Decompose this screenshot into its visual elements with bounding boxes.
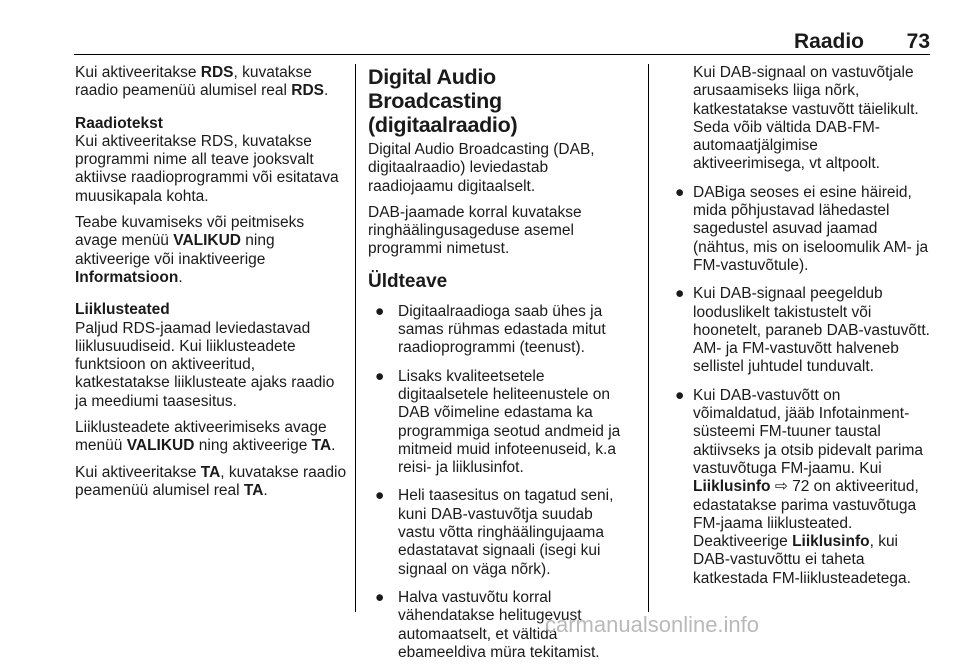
bullet-icon: ●: [375, 487, 385, 505]
traffic-heading: Liiklusteated: [75, 301, 170, 319]
traffic-paragraph-3: Kui aktiveeritakse TA, kuvatakse raadio peamenüü alumisel real TA.: [75, 463, 347, 499]
watermark: carmanualsonline.info: [545, 612, 760, 637]
running-header-section: Raadio: [793, 30, 864, 53]
list-item: ● DABiga seoses ei esine häireid, mida põhjustavad lähedastel sagedustel asuvad jaamad (nähtus, mis on iseloomulik AM- ja FM-vastuvõtule).: [675, 183, 929, 274]
column-1: [75, 64, 350, 508]
page-number: 73: [906, 30, 930, 53]
bullet-icon: ●: [375, 367, 385, 385]
column-3: [673, 64, 931, 598]
bullet-icon: ●: [675, 386, 685, 404]
header-rule: [74, 54, 930, 55]
list-item: ● Halva vastuvõtu korral vähendatakse helitugevust automaatselt, et vältida ebameeldiva müra tekitamist.: [375, 588, 600, 661]
column-2: [368, 64, 634, 672]
dab-paragraph-1: Digital Audio Broadcasting (DAB, digitaalraadio) leviedastab raadiojaamu digitaalselt.: [368, 141, 595, 195]
dab-paragraph-2: DAB-jaamade korral kuvatakse ringhäälingusageduse asemel programmi nimetust.: [368, 203, 582, 258]
column-divider-right: [648, 64, 649, 612]
list-item: ● Lisaks kvaliteetsetele digitaalsetele heliteenustele on DAB võimeline edastama ka programmiga seotud andmeid ja mitmeid muid infoteenuseid, k.a reisi- ja liiklusinfot.: [375, 367, 621, 477]
traffic-paragraph-2: Liiklusteadete aktiveerimiseks avage menüü VALIKUD ning aktiveerige TA.: [75, 419, 336, 455]
bullet-icon: ●: [375, 302, 385, 320]
overview-list-continued: [673, 64, 931, 588]
overview-heading: Üldteave: [368, 270, 448, 292]
list-item-continuation: Kui DAB-signaal on vastuvõtjale arusaamiseks liiga nõrk, katkestatakse vastuvõtt täielikult. Seda võib vältida DAB-FM-automaatjälgimise aktiveerimisega, vt altpoolt.: [693, 64, 919, 173]
bullet-icon: ●: [675, 183, 685, 201]
bullet-icon: ●: [675, 285, 685, 303]
bullet-icon: ●: [375, 588, 385, 606]
list-item: ● Digitaalraadioga saab ühes ja samas rühmas edastada mitut raadioprogrammi (teenust).: [375, 302, 606, 357]
rds-intro-paragraph: Kui aktiveeritakse RDS, kuvatakse raadio peamenüü alumisel real RDS.: [75, 64, 329, 100]
radiotext-heading: Raadiotekst: [75, 114, 163, 132]
column-divider-left: [355, 64, 356, 612]
page-reference-arrow-icon: ⇨: [774, 478, 788, 496]
section-title: Digital Audio Broadcasting (digitaalraadio): [368, 65, 518, 137]
radiotext-paragraph-2: Teabe kuvamiseks või peitmiseks avage menüü VALIKUD ning aktiveerige või inaktiveerige Informatsioon.: [75, 214, 305, 286]
list-item: ● Kui DAB-vastuvõtt on võimaldatud, jääb Infotainment-süsteemi FM-tuuner taustal aktiivseks ja otsib pidevalt parima vastuvõtuga FM-jaamu. Kui Liiklusinfo ⇨ 72 on aktiveeritud, edastatakse parima vastuvõtuga FM-jaama liiklusteated. Deaktiveerige Liiklusinfo, kui DAB-vastuvõttu ei taheta katkestada FM-liiklusteadetega.: [675, 386, 924, 587]
list-item: ● Heli taasesitus on tagatud seni, kuni DAB-vastuvõtja suudab vastu võtta ringhäälingujaama edastatavat signaali (isegi kui signaal on väga nõrk).: [375, 487, 614, 578]
radiotext-paragraph-1: Kui aktiveeritakse RDS, kuvatakse programmi nime all teave jooksvalt aktiivse raadioprogrammi või esitatava muusikapala kohta.: [75, 132, 339, 205]
traffic-paragraph-1: Paljud RDS-jaamad leviedastavad liiklusuudiseid. Kui liiklusteadete funktsioon on aktiveeritud, katkestatakse liiklusteate ajaks raadio ja meediumi taasesitus.: [75, 319, 335, 410]
list-item: ● Kui DAB-signaal peegeldub looduslikelt takistustelt või hoonetelt, paraneb DAB-vastuvõtt. AM- ja FM-vastuvõtt halveneb sellistel juhtudel tunduvalt.: [675, 285, 930, 376]
overview-list: [368, 303, 634, 662]
